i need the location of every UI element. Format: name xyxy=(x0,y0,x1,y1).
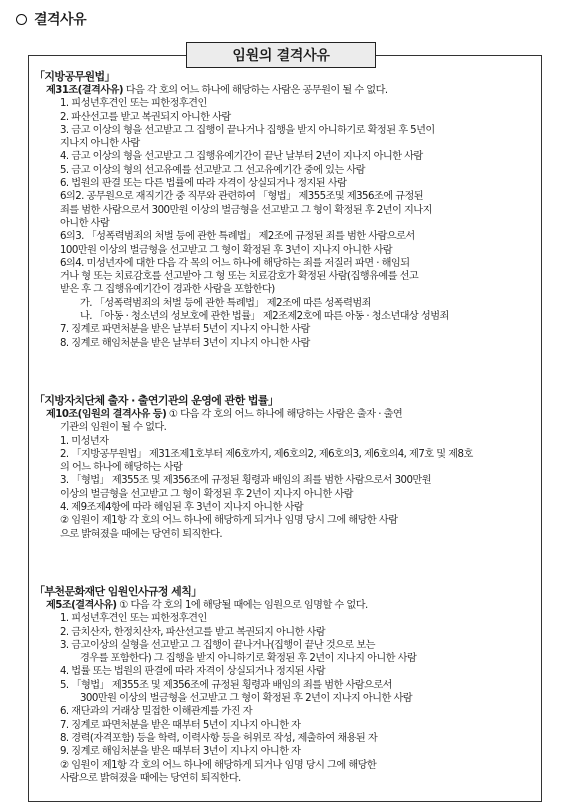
clause-line: 2. 금치산자, 한정치산자, 파산선고를 받고 복권되지 아니한 사람 xyxy=(60,626,326,638)
clause-line: 받은 후 그 집행유예기간이 경과한 사람을 포함한다) xyxy=(60,284,275,296)
clause-line: 5. 금고 이상의 형의 선고유예를 선고받고 그 선고유예기간 중에 있는 사람 xyxy=(60,164,365,176)
article-title: 제5조(결격사유) xyxy=(46,600,117,611)
title-box: 임원의 결격사유 xyxy=(186,42,376,68)
clause-line: 의 어느 하나에 해당하는 사람 xyxy=(60,462,183,474)
clause-line: 4. 금고 이상의 형을 선고받고 그 집행유예기간이 끝난 날부터 2년이 지나지 아니한 사람 xyxy=(60,151,423,163)
clause-line: 6의2. 공무원으로 재직기간 중 직무와 관련하여 「형법」 제355조및 제356조에 규정된 xyxy=(60,191,424,203)
clause-line: 경우를 포함한다) 그 집행을 받지 아니하기로 확정된 후 2년이 지나지 아니한 사람 xyxy=(80,653,417,665)
clause-line: 8. 경력(자격포함) 등을 학력, 이력사항 등을 허위로 작성, 제출하여 채용된 자 xyxy=(60,732,378,744)
article-line: 제10조(임원의 결격사유 등) ① 다음 각 호의 어느 하나에 해당하는 사람은 출자 · 출연 xyxy=(46,409,403,420)
clause-line: 가. 「성폭력범죄의 처벌 등에 관한 특례법」 제2조에 따른 성폭력범죄 xyxy=(80,297,371,309)
clause-line: 300만원 이상의 벌금형을 선고받고 그 형이 확정된 후 2년이 지나지 아니한 사람 xyxy=(80,693,413,705)
clause-line: 3. 금고이상의 실형을 선고받고 그 집행이 끝나거나(집행이 끝난 것으로 보는 xyxy=(60,639,375,651)
law-title: 「부천문화재단 임원인사규정 세칙」 xyxy=(34,585,202,598)
clause-line: 4. 법률 또는 법원의 판결에 따라 자격이 상실되거나 정지된 사람 xyxy=(60,666,326,678)
clause-line: 죄를 범한 사람으로서 300만원 이상의 벌금형을 선고받고 그 형이 확정된 후 2년이 지나지 xyxy=(60,204,432,216)
article-title: 제10조(임원의 결격사유 등) xyxy=(46,409,167,420)
article-line: 제31조(결격사유) 다음 각 호의 어느 하나에 해당하는 사람은 공무원이 될 수 없다. xyxy=(46,85,388,96)
clause-line: ② 임원이 제1항 각 호의 어느 하나에 해당하게 되거나 임명 당시 그에 해당한 사람 xyxy=(60,515,398,527)
circle-bullet-icon xyxy=(16,14,27,25)
clause-line: 6. 법원의 판결 또는 다른 법률에 따라 자격이 상실되거나 정지된 사람 xyxy=(60,178,347,190)
clause-line: 6의3. 「성폭력범죄의 처벌 등에 관한 특례법」 제2조에 규정된 죄를 범한 사람으로서 xyxy=(60,231,415,243)
clause-line: 7. 징계로 파면처분을 받은 때부터 5년이 지나지 아니한 자 xyxy=(60,719,301,731)
law-title: 「지방공무원법」 xyxy=(34,70,115,83)
clause-line: 1. 미성년자 xyxy=(60,435,109,447)
clause-line: 기관의 임원이 될 수 없다. xyxy=(60,422,167,434)
clause-line: 거나 형 또는 치료감호를 선고받아 그 형 또는 치료감호가 확정된 사람(집행유예를 선고 xyxy=(60,271,419,283)
clause-line: ② 임원이 제1항 각 호의 어느 하나에 해당하게 되거나 임명 당시 그에 해당한 xyxy=(60,759,377,771)
clause-line: 6. 재단과의 거래상 밀접한 이해관계를 가진 자 xyxy=(60,706,252,718)
law-section-foundation-rules xyxy=(34,585,534,785)
clause-line: 이상의 벌금형을 선고받고 그 형이 확정된 후 2년이 지나지 아니한 사람 xyxy=(60,488,353,500)
clause-line: 8. 징계로 해임처분을 받은 날부터 3년이 지나지 아니한 사람 xyxy=(60,337,310,349)
clause-line: 4. 제9조제4항에 따라 해임된 후 3년이 지나지 아니한 사람 xyxy=(60,502,304,514)
clause-line: 6의4. 미성년자에 대한 다음 각 목의 어느 하나에 해당하는 죄를 저질러 파면 · 해임되 xyxy=(60,257,410,269)
article-title: 제31조(결격사유) xyxy=(46,85,124,96)
clause-line: 1. 피성년후견인 또는 피한정후견인 xyxy=(60,98,207,110)
clause-line: 2. 「지방공무원법」 제31조제1호부터 제6호까지, 제6호의2, 제6호의3, 제6호의4, 제7호 및 제8호 xyxy=(60,448,473,460)
article-line: 제5조(결격사유) ① 다음 각 호의 1에 해당될 때에는 임원으로 임명할 수 없다. xyxy=(46,600,368,611)
clause-line: 으로 밝혀졌을 때에는 당연히 퇴직한다. xyxy=(60,528,223,540)
section-heading xyxy=(16,9,86,29)
clause-line: 지나지 아니한 사람 xyxy=(60,138,140,150)
law-section-local-agencies xyxy=(34,394,534,541)
clause-line: 9. 징계로 해임처분을 받은 때부터 3년이 지나지 아니한 자 xyxy=(60,746,301,758)
clause-line: 3. 「형법」 제355조 및 제356조에 규정된 횡령과 배임의 죄를 범한 사람으로서 300만원 xyxy=(60,475,431,487)
law-title: 「지방자치단체 출자 · 출연기관의 운영에 관한 법률」 xyxy=(34,394,279,407)
clause-line: 사람으로 밝혀졌을 때에는 당연히 퇴직한다. xyxy=(60,772,241,784)
clause-line: 7. 징계로 파면처분을 받은 날부터 5년이 지나지 아니한 사람 xyxy=(60,324,310,336)
law-section-local-public-officials xyxy=(34,70,534,350)
clause-line: 1. 피성년후견인 또는 피한정후견인 xyxy=(60,613,207,625)
clause-line: 100만원 이상의 벌금형을 선고받고 그 형이 확정된 후 3년이 지나지 아니한 사람 xyxy=(60,244,393,256)
clause-line: 아니한 사람 xyxy=(60,217,110,229)
clause-line: 나. 「아동 · 청소년의 성보호에 관한 법률」 제2조제2호에 따른 아동 · 청소년대상 성범죄 xyxy=(80,311,449,323)
section-heading-text: 결격사유 xyxy=(34,12,87,28)
clause-line: 3. 금고 이상의 형을 선고받고 그 집행이 끝나거나 집행을 받지 아니하기로 확정된 후 5년이 xyxy=(60,124,435,136)
clause-line: 5. 「형법」 제355조 및 제356조에 규정된 횡령과 배임의 죄를 범한 사람으로서 xyxy=(60,679,392,691)
clause-line: 2. 파산선고를 받고 복권되지 아니한 사람 xyxy=(60,111,231,123)
